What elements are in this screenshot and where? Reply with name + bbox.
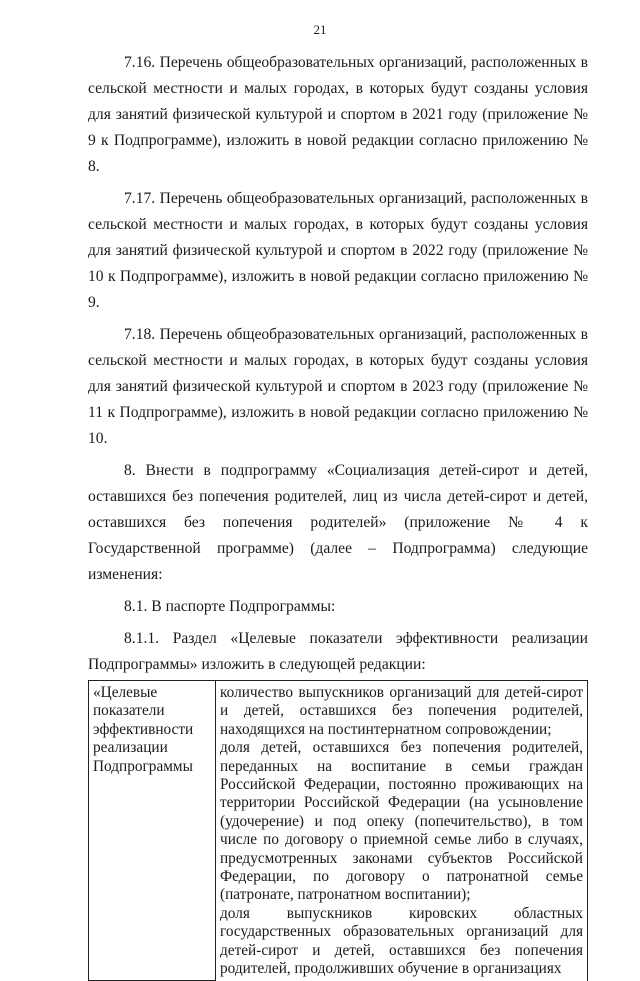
paragraph-7-18: 7.18. Перечень общеобразовательных организаций, расположенных в сельской местности и малых городах, в которых будут созданы условия для занятий физической культурой и спортом в 2023 году (приложение № 11 к Подпрограмме), изложить в новой редакции согласно приложению № 10. (88, 326, 588, 447)
indicator-item: доля детей, оставшихся без попечения родителей, переданных на воспитание в семьи граждан Российской Федерации, постоянно проживающих на территории Российской Федерации (на усыновление (удочерение) и под опеку (попечительство), в том числе по договору о приемной семье либо в случаях, предусмотренных законами субъектов Российской Федерации, по договору о патронатной семье (патронате, патронатном воспитании); (220, 739, 583, 904)
heading-line: Подпрограммы (93, 757, 193, 775)
heading-line: реализации (93, 739, 168, 757)
heading-line: показатели (93, 702, 165, 720)
document-body (88, 50, 588, 981)
table-row (89, 681, 588, 981)
heading-line: эффективности (93, 720, 194, 738)
targets-table (88, 680, 588, 981)
page-number: 21 (313, 22, 327, 37)
table-cell-heading (89, 681, 216, 981)
table-cell-indicators (216, 681, 588, 981)
paragraph-8-1-1: 8.1.1. Раздел «Целевые показатели эффективности реализации Подпрограммы» изложить в следующей редакции: (88, 630, 588, 673)
indicator-item: доля выпускников кировских областных государственных образовательных организаций для детей-сирот и детей, оставшихся без попечения родителей, продолживших обучение в организациях (220, 904, 583, 978)
paragraph-8-1: 8.1. В паспорте Подпрограммы: (124, 598, 336, 615)
indicator-item: количество выпускников организаций для детей-сирот и детей, оставшихся без попечения родителей, находящихся на постинтернатном сопровождении; (220, 684, 583, 738)
paragraph-7-16: 7.16. Перечень общеобразовательных организаций, расположенных в сельской местности и малых городах, в которых будут созданы условия для занятий физической культурой и спортом в 2021 году (приложение № 9 к Подпрограмме), изложить в новой редакции согласно приложению № 8. (88, 54, 588, 175)
paragraph-8: 8. Внести в подпрограмму «Социализация детей-сирот и детей, оставшихся без попечения родителей, лиц из числа детей-сирот и детей, оставшихся без попечения родителей» (приложение № 4 к Государственной программе) (далее – Подпрограмма) следующие изменения: (88, 462, 588, 583)
heading-line: «Целевые (93, 684, 158, 701)
paragraph-7-17: 7.17. Перечень общеобразовательных организаций, расположенных в сельской местности и малых городах, в которых будут созданы условия для занятий физической культурой и спортом в 2022 году (приложение № 10 к Подпрограмме), изложить в новой редакции согласно приложению № 9. (88, 190, 588, 311)
